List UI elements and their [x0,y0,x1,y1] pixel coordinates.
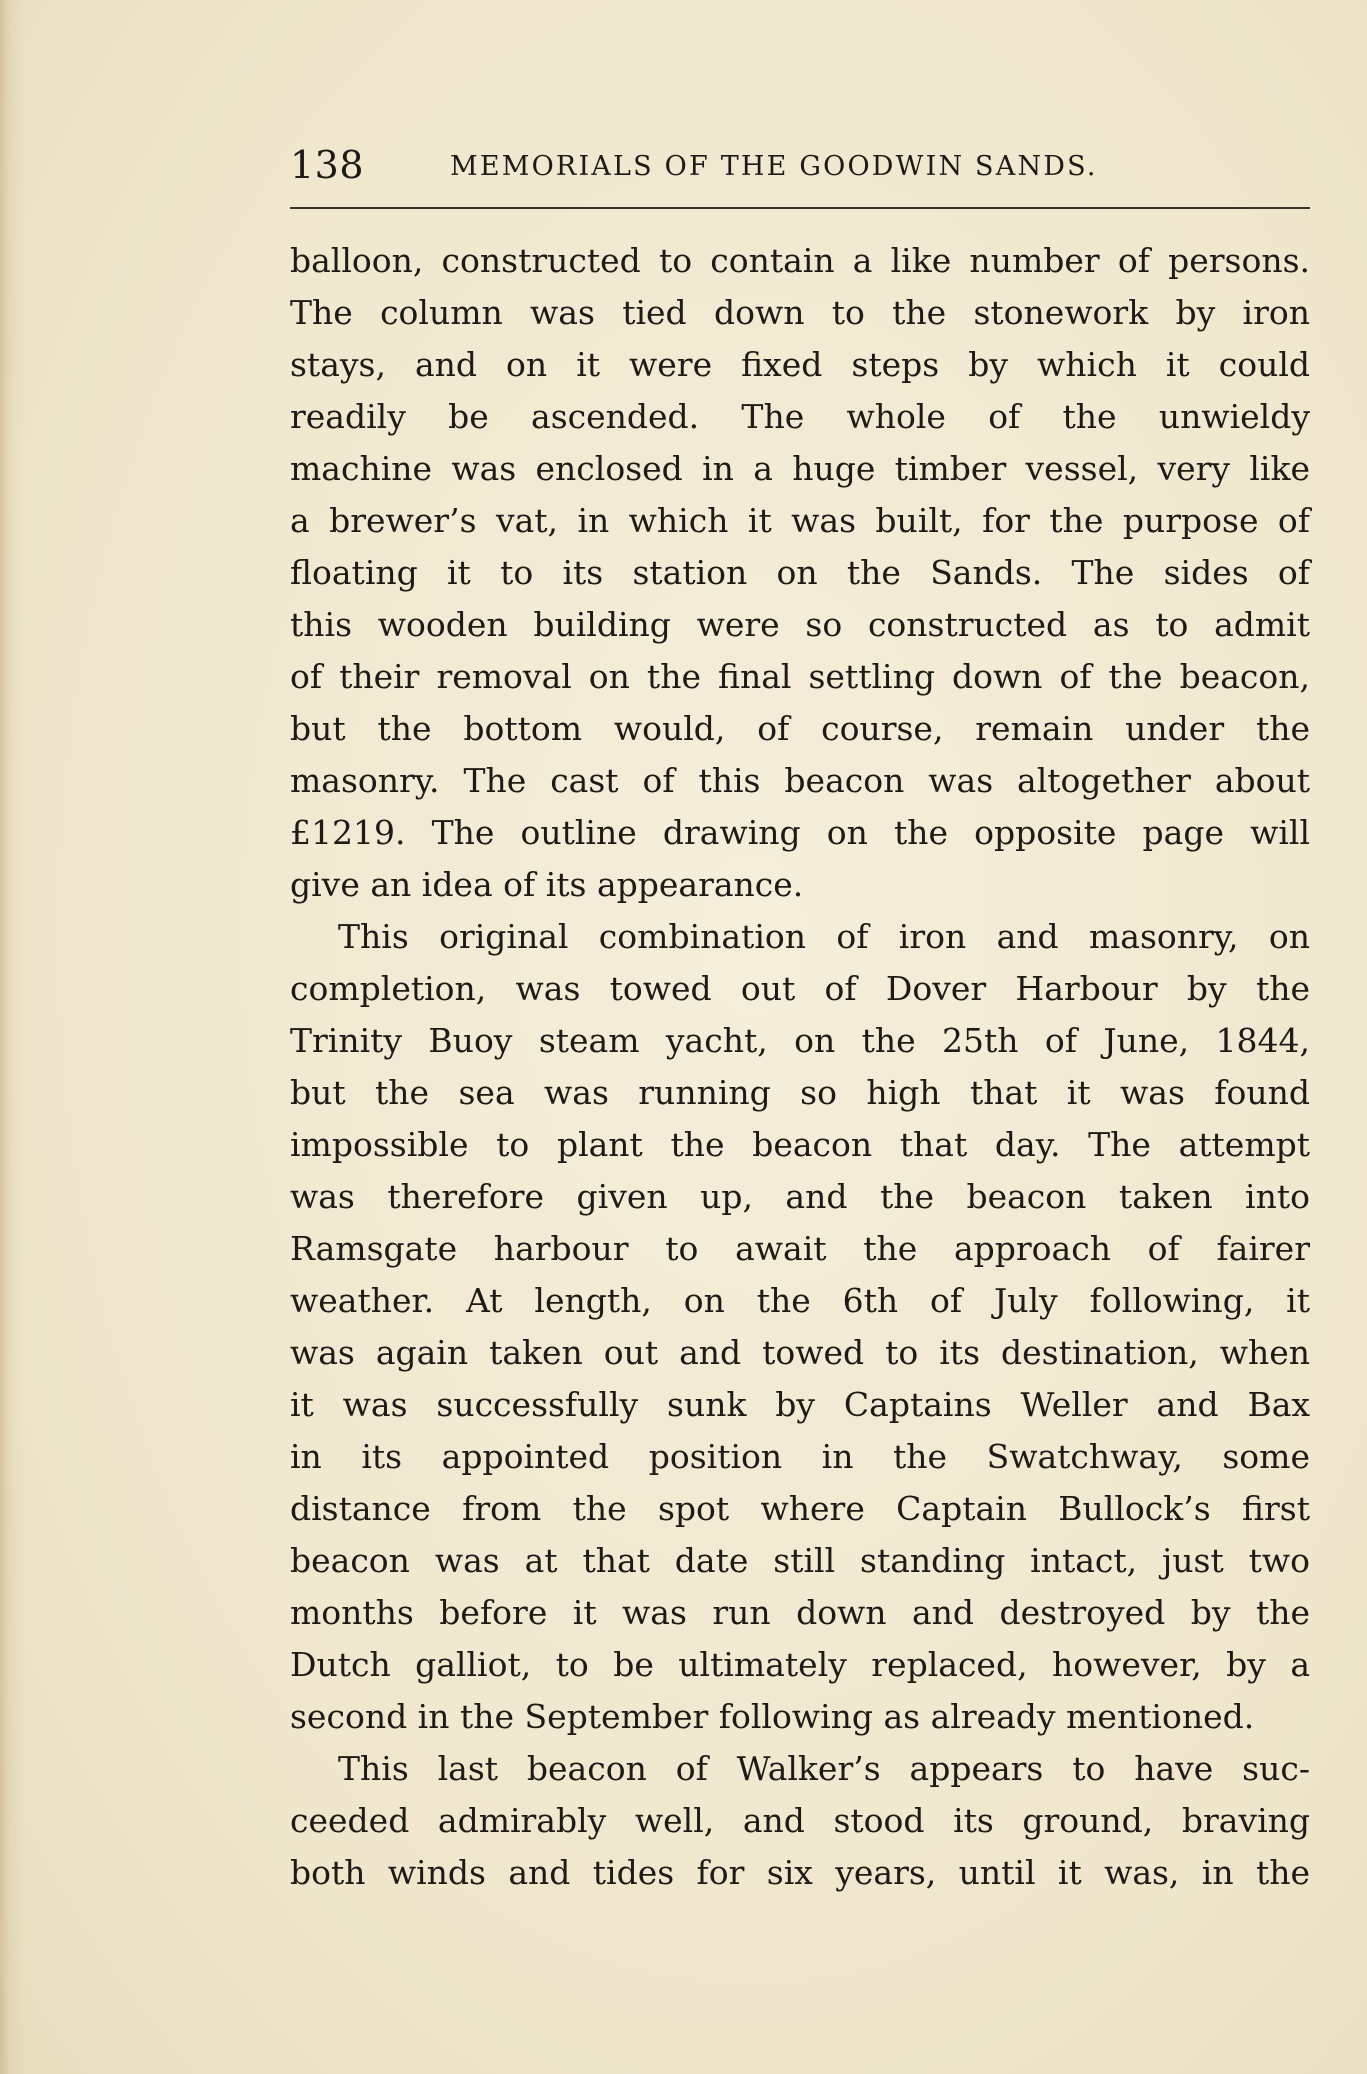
text-line: masonry. The cast of this beacon was altogether about [290,761,1310,800]
text-line: The column was tied down to the stonework by iron [290,293,1310,332]
page-number: 138 [290,143,365,187]
text-line: machine was enclosed in a huge timber vessel, very like [290,449,1310,488]
text-line: was again taken out and towed to its destination, when [290,1333,1310,1372]
text-line: Trinity Buoy steam yacht, on the 25th of June, 1844, [290,1021,1310,1060]
paragraph-start-line: This original combination of iron and masonry, on [338,917,1310,956]
text-line: beacon was at that date still standing intact, just two [290,1541,1310,1580]
text-line: of their removal on the final settling down of the beacon, [290,657,1310,696]
paragraph-start-line: This last beacon of Walker’s appears to have suc- [338,1749,1310,1788]
text-line: floating it to its station on the Sands. The sides of [290,553,1310,592]
text-line: both winds and tides for six years, until it was, in the [290,1853,1310,1892]
page-header [290,140,1310,190]
text-line: but the bottom would, of course, remain under the [290,709,1310,748]
text-line: Dutch galliot, to be ultimately replaced, however, by a [290,1645,1310,1684]
running-title: MEMORIALS OF THE GOODWIN SANDS. [450,151,1098,182]
text-line: Ramsgate harbour to await the approach of fairer [290,1229,1310,1268]
paragraph-end-line: second in the September following as already mentioned. [290,1697,1255,1736]
text-line: weather. At length, on the 6th of July following, it [290,1281,1310,1320]
body-text [290,235,1310,1899]
text-line: £1219. The outline drawing on the opposite page will [290,813,1310,852]
text-line: but the sea was running so high that it was found [290,1073,1310,1112]
text-line: months before it was run down and destroyed by the [290,1593,1310,1632]
header-rule [290,207,1310,209]
text-line: a brewer’s vat, in which it was built, for the purpose of [290,501,1310,540]
text-line: it was successfully sunk by Captains Weller and Bax [290,1385,1310,1424]
paragraph-end-line: give an idea of its appearance. [290,865,804,904]
text-line: in its appointed position in the Swatchway, some [290,1437,1310,1476]
text-line: stays, and on it were fixed steps by which it could [290,345,1310,384]
text-line: distance from the spot where Captain Bullock’s first [290,1489,1310,1528]
text-line: impossible to plant the beacon that day. The attempt [290,1125,1310,1164]
text-line: balloon, constructed to contain a like number of persons. [290,241,1310,280]
text-line: was therefore given up, and the beacon taken into [290,1177,1310,1216]
text-line: this wooden building were so constructed as to admit [290,605,1310,644]
text-line: ceeded admirably well, and stood its ground, braving [290,1801,1310,1840]
text-line: readily be ascended. The whole of the unwieldy [290,397,1310,436]
text-line: completion, was towed out of Dover Harbour by the [290,969,1310,1008]
